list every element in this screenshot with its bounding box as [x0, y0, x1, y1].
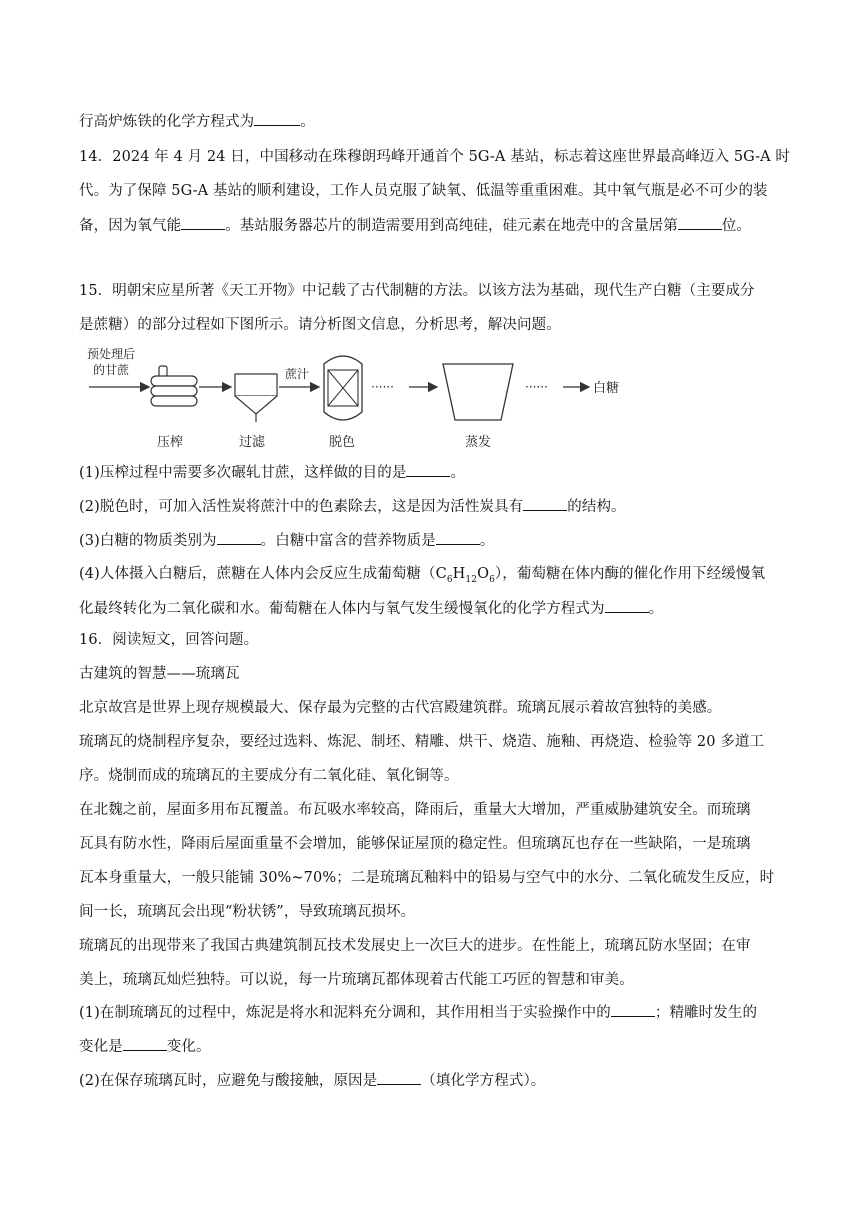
q15-line-2: 是蔗糖）的部分过程如下图所示。请分析图文信息，分析思考，解决问题。	[79, 317, 561, 333]
q15-part-4-line-2	[79, 598, 663, 619]
q16-part-1-text-c: 变化是	[79, 1039, 123, 1055]
q16-para-4-line-1: 琉璃瓦的出现带来了我国古典建筑制瓦技术发展史上一次巨大的进步。在性能上，琉璃瓦防水坚固；在审	[79, 938, 751, 954]
q15-part-4-end: 。	[648, 601, 664, 617]
decolor-column-icon	[324, 356, 362, 420]
step-decolor-label: 脱色	[329, 435, 356, 450]
q14-line-2: 代。为了保障 5G-A 基站的顺利建设，工作人员克服了缺氧、低温等重重困难。其中氧气瓶是必不可少的装	[79, 183, 768, 199]
q13-tail-line	[79, 111, 315, 132]
answer-blank[interactable]	[181, 215, 225, 230]
q15-part-3-text-a: (3)白糖的物质类别为	[79, 533, 217, 549]
q13-tail-end: 。	[300, 114, 315, 130]
q16-part-1-line-1	[79, 1002, 757, 1023]
q15-part-2-end: 的结构。	[567, 499, 626, 515]
q16-part-1-text-d: 变化。	[166, 1039, 211, 1055]
q16-part-2-text-b: （填化学方程式）。	[421, 1073, 546, 1089]
step-press-label: 压榨	[157, 435, 184, 450]
q16-article-title: 古建筑的智慧——琉璃瓦	[79, 666, 240, 682]
q16-para-1: 北京故宫是世界上现存规模最大、保存最为完整的古代宫殿建筑群。琉璃瓦展示着故宫独特的美感。	[79, 700, 722, 716]
answer-blank[interactable]	[678, 215, 722, 230]
formula-o: O	[477, 566, 490, 582]
step-filter-label: 过滤	[239, 435, 266, 450]
q16-part-1-text-a: (1)在制琉璃瓦的过程中，炼泥是将水和泥料充分调和，其作用相当于实验操作中的	[79, 1005, 611, 1021]
q15-part-3	[79, 530, 494, 551]
q16-para-3-line-4: 间一长，琉璃瓦会出现“粉状锈”，导致琉璃瓦损坏。	[79, 904, 416, 920]
juice-label: 蔗汁	[285, 367, 310, 381]
formula-sub-o: 6	[489, 574, 495, 585]
formula-sub-c: 6	[446, 574, 453, 585]
q15-part-4-text-b: ），葡萄糖在体内酶的催化作用下经缓慢氧	[494, 566, 766, 582]
answer-blank[interactable]	[611, 1002, 655, 1017]
q16-intro: 16．阅读短文，回答问题。	[79, 632, 259, 648]
q15-part-3-text-b: 。白糖中富含的营养物质是	[260, 533, 436, 549]
q15-part-4-line-1	[79, 564, 765, 590]
evaporator-icon	[443, 364, 513, 420]
step-evaporate-label: 蒸发	[465, 435, 492, 450]
q15-line-1: 15．明朝宋应星所著《天工开物》中记载了古代制糖的方法。以该方法为基础，现代生产白糖（主要成分	[79, 283, 755, 299]
input-label-2: 的甘蔗	[93, 363, 130, 377]
formula-h: H	[452, 566, 466, 582]
q16-para-4-line-2: 美上，琉璃瓦灿烂独特。可以说，每一片琉璃瓦都体现着古代能工巧匠的智慧和审美。	[79, 972, 634, 988]
q15-part-2	[79, 496, 626, 517]
q15-part-4-text-a: (4)人体摄入白糖后，蔗糖在人体内会反应生成葡萄糖（C	[79, 566, 447, 582]
q15-part-1-end: 。	[450, 465, 466, 481]
q14-line-3-part-a: 备，因为氧气能	[79, 218, 182, 234]
q14-line-3	[79, 215, 751, 236]
answer-blank[interactable]	[254, 111, 300, 126]
q16-part-2-text-a: (2)在保存琉璃瓦时，应避免与酸接触，原因是	[79, 1073, 378, 1089]
answer-blank[interactable]	[406, 462, 450, 477]
q16-part-1-text-b: ；精雕时发生的	[654, 1005, 758, 1021]
dots-1: ······	[371, 380, 394, 394]
sugar-process-diagram	[79, 342, 624, 454]
q14-line-3-part-b: 。基站服务器芯片的制造需要用到高纯硅，硅元素在地壳中的含量居第	[225, 218, 678, 234]
q16-para-3-line-3: 瓦本身重量大，一般只能铺 30%~70%；二是琉璃瓦釉料中的铅易与空气中的水分、二氧化硫发生反应，时	[79, 870, 775, 886]
q16-part-1-line-2	[79, 1036, 211, 1057]
filter-tank-icon	[235, 374, 277, 422]
output-sugar-label: 白糖	[593, 381, 620, 396]
answer-blank[interactable]	[523, 496, 567, 511]
q15-part-3-end: 。	[479, 533, 495, 549]
q16-part-2	[79, 1070, 545, 1091]
q14-line-1: 14．2024 年 4 月 24 日，中国移动在珠穆朗玛峰开通首个 5G-A 基站，标志着这座世界最高峰迈入 5G-A 时	[79, 149, 791, 165]
q15-part-4-text-c: 化最终转化为二氧化碳和水。葡萄糖在人体内与氧气发生缓慢氧化的化学方程式为	[79, 601, 605, 617]
dots-2: ······	[525, 380, 548, 394]
q15-part-1	[79, 462, 465, 483]
input-label-1: 预处理后	[87, 347, 136, 361]
q15-part-1-text: (1)压榨过程中需要多次碾轧甘蔗，这样做的目的是	[79, 465, 407, 481]
formula-sub-h: 12	[465, 574, 478, 585]
press-rollers-icon	[151, 366, 197, 406]
q16-para-2-line-2: 序。烧制而成的琉璃瓦的主要成分有二氧化硅、氧化铜等。	[79, 768, 459, 784]
q14-line-3-part-c: 位。	[721, 218, 752, 234]
answer-blank[interactable]	[605, 598, 649, 613]
answer-blank[interactable]	[377, 1070, 421, 1085]
answer-blank[interactable]	[436, 530, 480, 545]
answer-blank[interactable]	[123, 1036, 167, 1051]
q16-para-3-line-2: 瓦具有防水性，降雨后屋面重量不会增加，能够保证屋顶的稳定性。但琉璃瓦也存在一些缺陷，一是琉璃	[79, 836, 751, 852]
q16-para-2-line-1: 琉璃瓦的烧制程序复杂，要经过选料、炼泥、制坯、精雕、烘干、烧造、施釉、再烧造、检验等 20 多道工	[79, 734, 765, 750]
answer-blank[interactable]	[217, 530, 261, 545]
q13-tail-text: 行高炉炼铁的化学方程式为	[79, 114, 255, 130]
q16-para-3-line-1: 在北魏之前，屋面多用布瓦覆盖。布瓦吸水率较高，降雨后，重量大大增加，严重威胁建筑安全。而琉璃	[79, 802, 751, 818]
q15-part-2-text: (2)脱色时，可加入活性炭将蔗汁中的色素除去，这是因为活性炭具有	[79, 499, 524, 515]
